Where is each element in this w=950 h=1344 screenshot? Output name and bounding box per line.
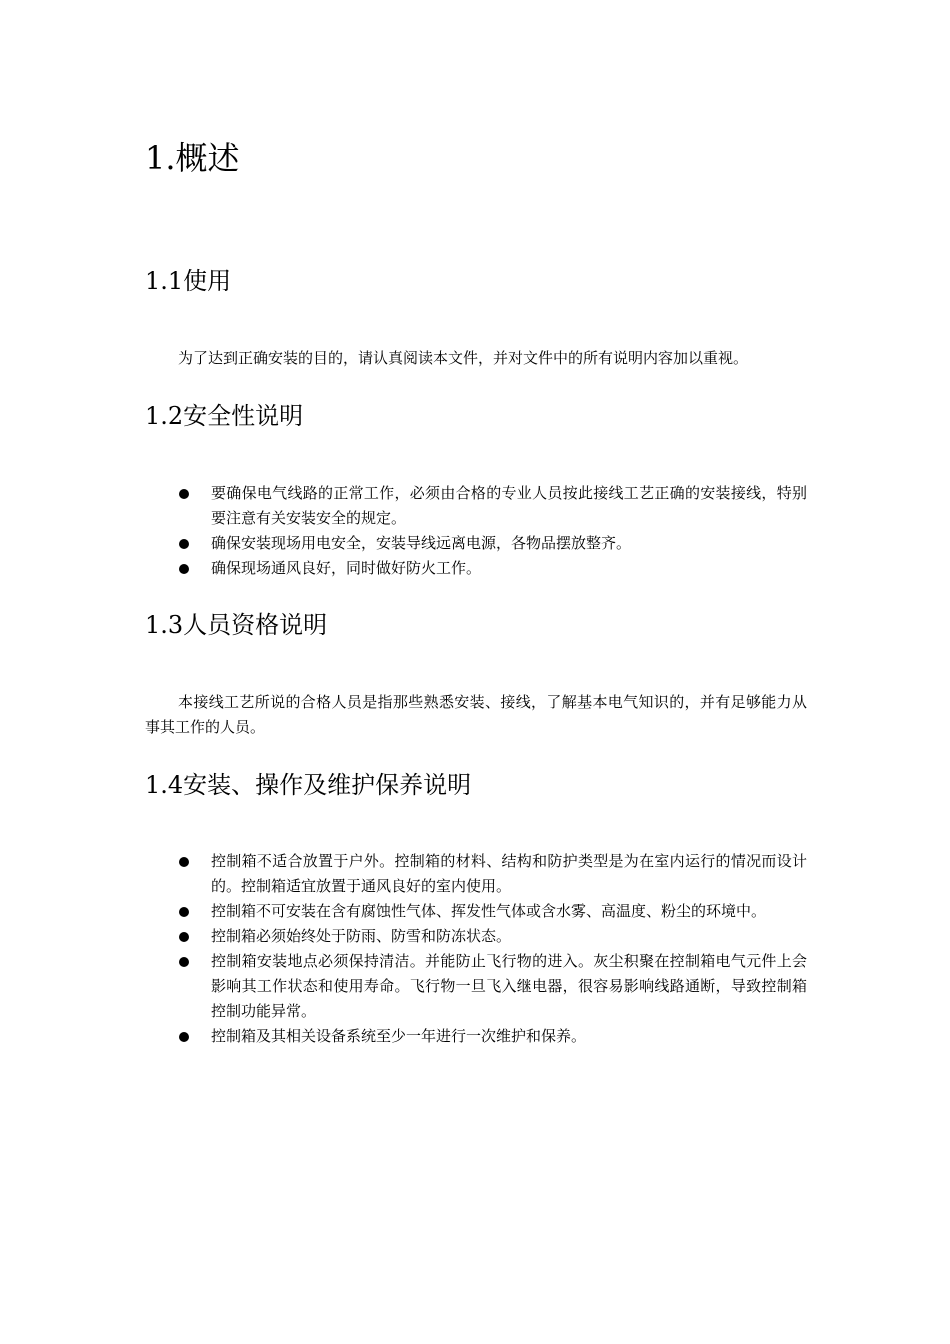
list-item: [145, 924, 807, 949]
section-heading-installation: 1.4安装、操作及维护保养说明: [145, 771, 472, 799]
section-paragraph-qualification: 本接线工艺所说的合格人员是指那些熟悉安装、接线，了解基本电气知识的，并有足够能力从事其工作的人员。: [145, 693, 807, 736]
bullet-icon: [179, 564, 189, 574]
bullet-icon: [179, 539, 189, 549]
bullet-icon: [179, 1032, 189, 1042]
list-item: [145, 531, 807, 556]
list-item-text: 控制箱不适合放置于户外。控制箱的材料、结构和防护类型是为在室内运行的情况而设计的。控制箱适宜放置于通风良好的室内使用。: [211, 852, 807, 895]
bullet-icon: [179, 932, 189, 942]
list-item-text: 确保安装现场用电安全，安装导线远离电源，各物品摆放整齐。: [211, 534, 632, 552]
bullet-icon: [179, 857, 189, 867]
list-item-text: 控制箱必须始终处于防雨、防雪和防冻状态。: [211, 927, 512, 945]
section-heading-usage: 1.1使用: [145, 267, 232, 295]
section-paragraph-usage: 为了达到正确安装的目的，请认真阅读本文件，并对文件中的所有说明内容加以重视。: [178, 349, 749, 367]
installation-list: [145, 849, 807, 1049]
section-heading-qualification: 1.3人员资格说明: [145, 611, 328, 639]
list-item: [145, 849, 807, 899]
list-item: [145, 481, 807, 531]
list-item: [145, 556, 807, 581]
list-item-text: 控制箱及其相关设备系统至少一年进行一次维护和保养。: [211, 1027, 587, 1045]
list-item: [145, 949, 807, 1024]
list-item-text: 确保现场通风良好，同时做好防火工作。: [211, 559, 482, 577]
list-item-text: 要确保电气线路的正常工作，必须由合格的专业人员按此接线工艺正确的安装接线，特别要注意有关安装安全的规定。: [211, 484, 807, 527]
safety-list: [145, 481, 807, 581]
list-item-text: 控制箱不可安装在含有腐蚀性气体、挥发性气体或含水雾、高温度、粉尘的环境中。: [211, 902, 767, 920]
list-item: [145, 1024, 807, 1049]
bullet-icon: [179, 489, 189, 499]
document-title: 1.概述: [145, 139, 240, 177]
bullet-icon: [179, 957, 189, 967]
bullet-icon: [179, 907, 189, 917]
section-heading-safety: 1.2安全性说明: [145, 402, 304, 430]
list-item: [145, 899, 807, 924]
list-item-text: 控制箱安装地点必须保持清洁。并能防止飞行物的进入。灰尘积聚在控制箱电气元件上会影响其工作状态和使用寿命。飞行物一旦飞入继电器，很容易影响线路通断，导致控制箱控制功能异常。: [211, 952, 807, 1020]
